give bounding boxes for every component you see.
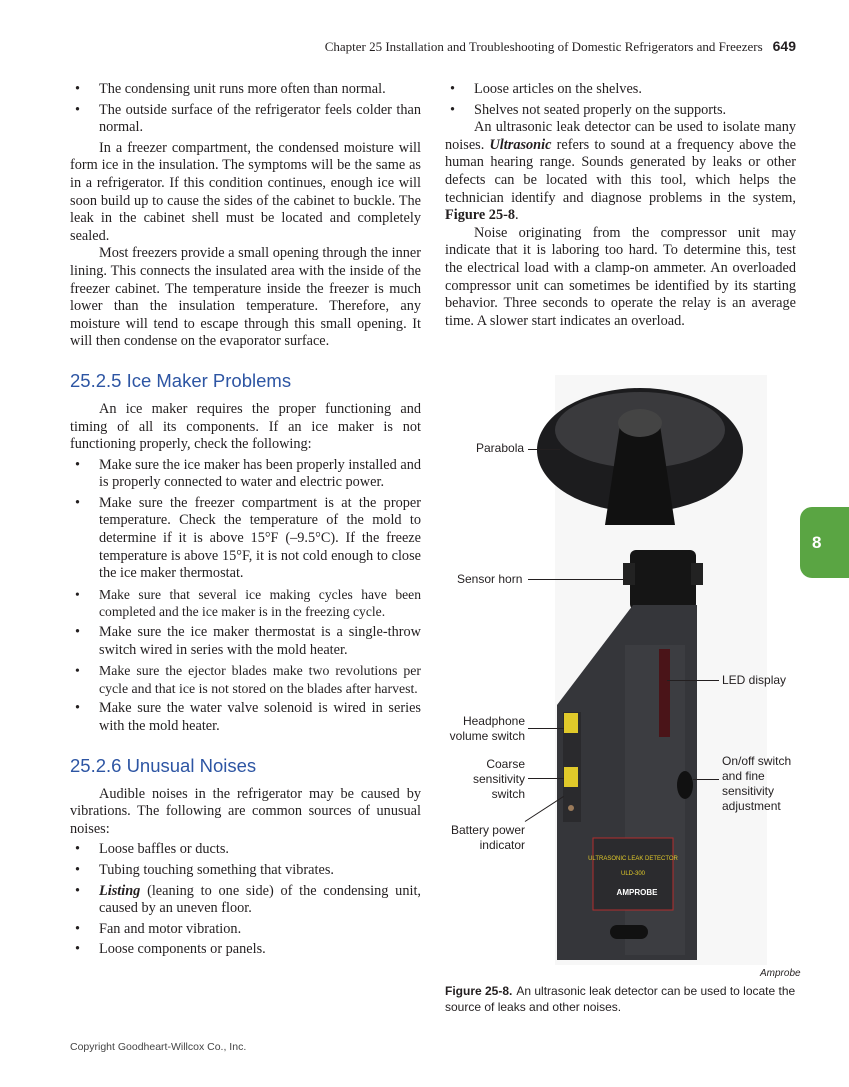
- label-battery-indicator: Battery power indicator: [450, 823, 525, 852]
- label-parabola: Parabola: [476, 441, 525, 455]
- list-item: • Make sure that several ice making cycles have been completed and the ice maker is in the freezing cycle.: [70, 586, 421, 621]
- device-model-text: ULD-300: [620, 871, 646, 877]
- device-brand-text: AMPROBE: [616, 888, 658, 897]
- label-sensor-horn: Sensor horn: [457, 572, 523, 586]
- term: Listing: [99, 882, 141, 899]
- list-item: • Loose baffles or ducts.: [70, 841, 421, 859]
- paragraph: [445, 119, 796, 225]
- right-column: [445, 81, 796, 330]
- text: .: [515, 207, 519, 224]
- label-led-display: LED display: [722, 673, 787, 687]
- list-item: • Shelves not seated properly on the supports.: [445, 102, 796, 120]
- arrow-line: [528, 449, 560, 450]
- label-headphone-switch: Headphone volume switch: [449, 714, 525, 743]
- list-item: • Fan and motor vibration.: [70, 921, 421, 939]
- left-column: [70, 81, 421, 962]
- figure-reference[interactable]: Figure 25-8: [445, 207, 516, 224]
- arrow-line: [528, 579, 628, 580]
- arrow-line: [667, 680, 719, 681]
- label-coarse-switch: Coarse sensitivity switch: [472, 757, 525, 801]
- list-item: • The outside surface of the refrigerator feels colder than normal.: [70, 102, 421, 137]
- arrow-line: [693, 779, 719, 780]
- copyright: Copyright Goodheart-Willcox Co., Inc.: [70, 1041, 247, 1053]
- list-item: • Make sure the water valve solenoid is wired in series with the mold heater.: [70, 700, 421, 735]
- term: Ultrasonic: [489, 136, 552, 153]
- list-item: • The condensing unit runs more often than normal.: [70, 81, 421, 99]
- page-number: 649: [772, 38, 796, 54]
- caption-number: Figure 25-8.: [445, 984, 513, 998]
- paragraph: Noise originating from the compressor unit may indicate that it is laboring too hard. To determine this, test the electrical load with a clamp-on ammeter. An overloaded compressor unit can sometimes be identified by its starting behavior. Three seconds to operate the relay is an average time. A slower start indicates an overload.: [445, 224, 796, 329]
- list-item: • Make sure the ejector blades make two revolutions per cycle and that ice is not stored on the blades after harvest.: [70, 662, 421, 697]
- paragraph: In a freezer compartment, the condensed moisture will form ice in the insulation. The symptoms will be the same as in a refrigerator. If this condition continues, enough ice will soon build up to cause the sides of the cabinet to buckle. The leak in the cabinet shell must be located and completely sealed.: [70, 139, 421, 244]
- figure-25-8: [445, 375, 796, 975]
- list-item: • Loose articles on the shelves.: [445, 81, 796, 99]
- list-item-text: (leaning to one side) of the condensing unit, caused by an uneven floor.: [99, 882, 421, 917]
- list-item: • Make sure the ice maker has been properly installed and is properly connected to water and electric power.: [70, 457, 421, 492]
- text: An ultrasonic leak detector can be used to isolate many noises.: [445, 119, 796, 153]
- paragraph: Audible noises in the refrigerator may be caused by vibrations. The following are common sources of unusual noises:: [70, 785, 421, 837]
- text: refers to sound at a frequency above the human hearing range. Sounds generated by leaks or other defects can be located with this tool, which helps the technician identify and diagnose problems in the system,: [445, 136, 796, 206]
- section-heading: 25.2.6 Unusual Noises: [70, 754, 257, 776]
- paragraph: An ice maker requires the proper functioning and timing of all its components. If an ice maker is not functioning properly, check the following:: [70, 400, 421, 453]
- chapter-tab: 8: [800, 507, 849, 578]
- photo-credit: Amprobe: [760, 968, 801, 979]
- arrow-line: [528, 728, 564, 729]
- figure-caption: [445, 984, 796, 1015]
- list-item: • Make sure the ice maker thermostat is a single-throw switch wired in series with the mold heater.: [70, 624, 421, 659]
- section-heading: 25.2.5 Ice Maker Problems: [70, 369, 292, 391]
- chapter-title: Chapter 25 Installation and Troubleshooting of Domestic Refrigerators and Freezers: [324, 39, 763, 54]
- list-item: • Tubing touching something that vibrates.: [70, 862, 421, 880]
- caption-text: An ultrasonic leak detector can be used to locate the source of leaks and other noises.: [445, 984, 796, 1014]
- device-product-text: ULTRASONIC LEAK DETECTOR: [588, 856, 678, 862]
- paragraph: Most freezers provide a small opening through the inner lining. This connects the insulated area with the inside of the freezer cabinet. The temperature inside the freezer is much lower than the insulation temperature. Therefore, any moisture will tend to escape through this small opening. It will then condense on the evaporator surface.: [70, 245, 421, 350]
- running-header: [325, 38, 796, 55]
- list-item: • Make sure the freezer compartment is at the proper temperature. Check the temperature of the mold to determine if it is above 15°F (–9.5°C). If the freeze temperature is above 15°F, it is not cold enough to close the ice maker thermostat.: [70, 495, 421, 583]
- list-item: • Loose components or panels.: [70, 941, 421, 959]
- arrow-line: [528, 778, 564, 779]
- list-item: [70, 883, 421, 918]
- label-onoff-switch: On/off switch and fine sensitivity adjustment: [722, 754, 792, 813]
